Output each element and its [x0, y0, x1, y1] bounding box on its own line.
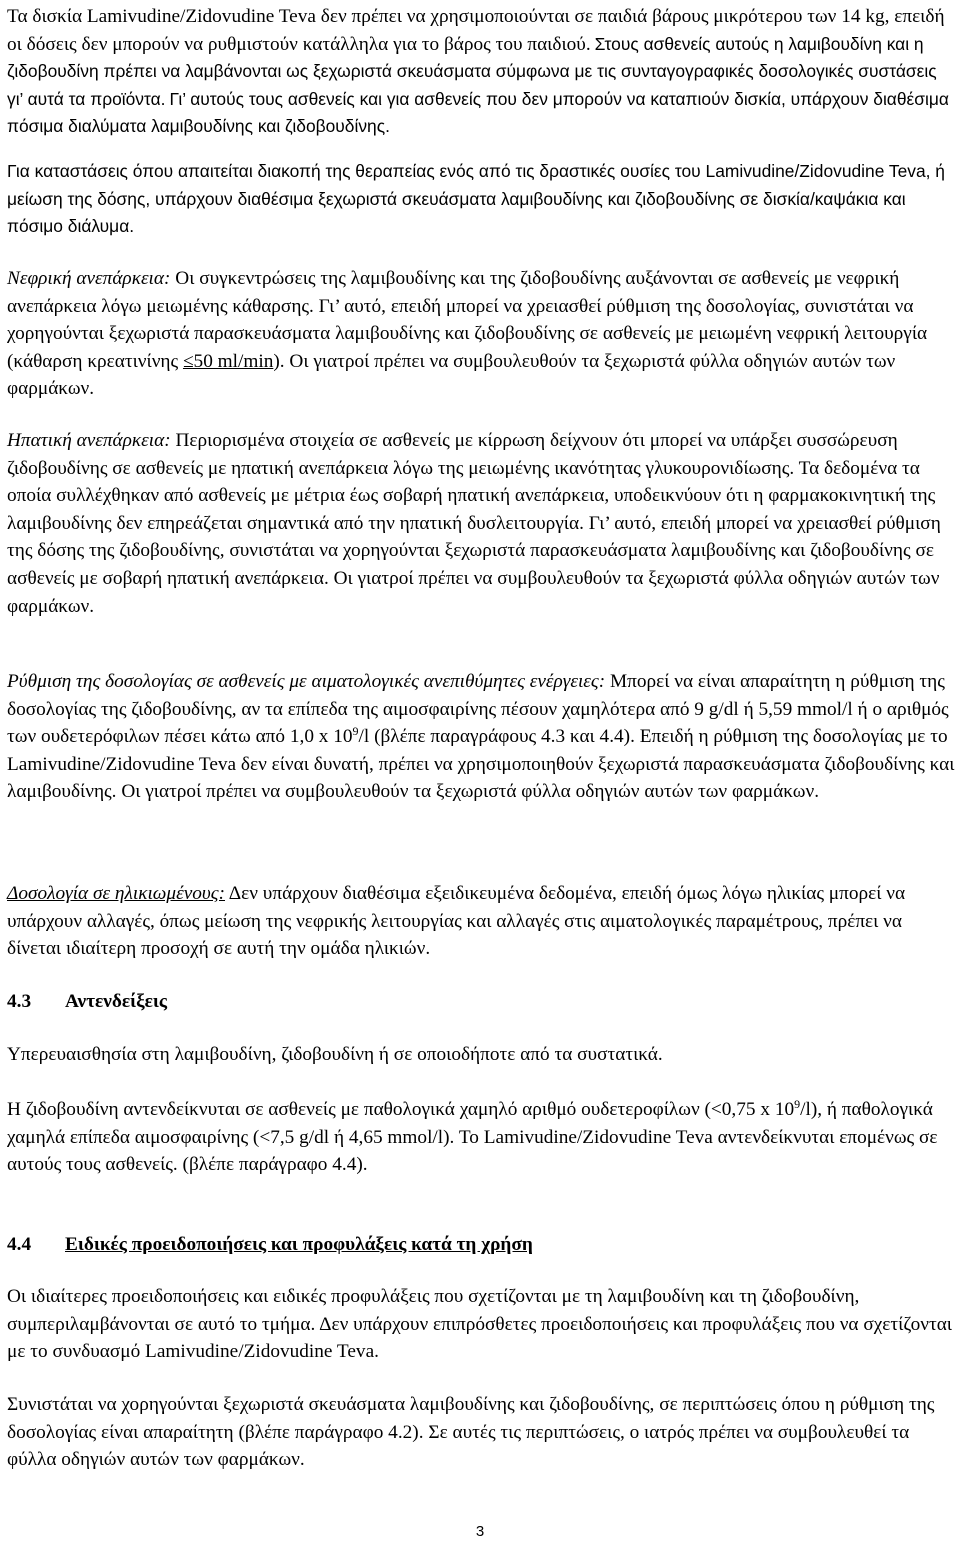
- renal-impairment-text-a: Οι συγκεντρώσεις της λαμιβουδίνης και της ζιδοβουδίνης αυξάνονται σε ασθενείς με νεφρική ανεπάρκεια λόγω μειωμένης κάθαρσης. Γι’ αυτό, επειδή μπορεί να χρειασθεί ρύθμιση της δοσολογίας, συνιστάται να χορηγούνται ξεχωριστά παρασκευάσματα λαμιβουδίνης και ζιδοβουδίνης σε ασθενείς με μειωμένη νεφρική λειτουργία (κάθαρση κρεατινίνης: [7, 268, 928, 372]
- paediatric-separate-products-sentence: Στους ασθενείς αυτούς η λαμιβουδίνη και η ζιδοβουδίνη πρέπει να λαμβάνονται ως ξεχωριστά σκευάσματα σύμφωνα με τις συνταγογραφικές δοσολογικές συστάσεις γι’ αυτά τα προϊόντα.: [7, 33, 937, 109]
- renal-impairment-label: Νεφρική ανεπάρκεια:: [7, 268, 171, 289]
- hepatic-impairment-paragraph: [7, 427, 957, 620]
- elderly-text: Δεν υπάρχουν διαθέσιμα εξειδικευμένα δεδομένα, επειδή όμως λόγω ηλικίας μπορεί να υπάρχουν αλλαγές, όπως μείωση της νεφρικής λειτουργίας και αλλαγές στις αιματολογικές παραμέτρους, πρέπει να δίνεται ιδιαίτερη προσοχή σε αυτή την ομάδα ηλικιών.: [7, 883, 906, 960]
- haematological-label: Ρύθμιση της δοσολογίας σε ασθενείς με αιματολογικές ανεπιθύμητες ενέργειες:: [7, 671, 606, 692]
- renal-impairment-text-b: ). Οι γιατροί πρέπει να συμβουλευθούν τα ξεχωριστά φύλλα οδηγιών αυτών των φαρμάκων.: [7, 350, 896, 400]
- section-4-4-title: Ειδικές προειδοποιήσεις και προφυλάξεις κατά τη χρήση: [65, 1234, 533, 1255]
- neutrophil-text-b: /l), ή παθολογικά χαμηλά επίπεδα αιμοσφαιρίνης (<7,5 g/dl ή 4,65 mmol/l). Το Lamivudine/Zidovudine Teva αντενδείκνυται επομένως σε αυτούς τους ασθενείς. (βλέπε παράγραφο 4.4).: [7, 1099, 938, 1176]
- special-warnings-paragraph: Οι ιδιαίτερες προειδοποιήσεις και ειδικές προφυλάξεις που σχετίζονται με τη λαμιβουδίνη και τη ζιδοβουδίνη, συμπεριλαμβάνονται σε αυτό το τμήμα. Δεν υπάρχουν επιπρόσθετες προειδοποιήσεις και προφυλάξεις που να σχετίζονται με το συνδυασμό Lamivudine/Zidovudine Teva.: [7, 1286, 952, 1363]
- section-4-3-title: Αντενδείξεις: [65, 991, 168, 1012]
- elderly-label: Δοσολογία σε ηλικιωμένους:: [7, 883, 225, 904]
- creatinine-threshold: ≤50 ml/min: [182, 350, 274, 372]
- haematological-exponent: 9: [352, 724, 359, 739]
- haematological-paragraph: [7, 668, 957, 806]
- renal-impairment-paragraph: [7, 265, 957, 403]
- section-4-3-heading: [7, 988, 947, 1016]
- hepatic-impairment-text: Περιορισμένα στοιχεία σε ασθενείς με κίρρωση δείχνουν ότι μπορεί να υπάρξει συσσώρευση ζιδοβουδίνης σε ασθενείς με ηπατική ανεπάρκεια λόγω της μειωμένης ικανότητας γλυκουρονιδίωσης. Τα δεδομένα τα οποία συλλέχθηκαν από ασθενείς με μέτρια έως σοβαρή ηπατική ανεπάρκεια, υποδεικνύουν ότι η φαρμακοκινητική της λαμιβουδίνης δεν επηρεάζεται σημαντικά από την ηπατική δυσλειτουργία. Γι’ αυτό, επειδή μπορεί να χρειασθεί ρύθμιση της δόσης της ζιδοβουδίνης, συνιστάται να χορηγούνται ξεχωριστά παρασκευάσματα λαμιβουδίνης και ζιδοβουδίνης σε ασθενείς με σοβαρή ηπατική ανεπάρκεια. Οι γιατροί πρέπει να συμβουλευθούν τα ξεχωριστά φύλλα οδηγιών αυτών των φαρμάκων.: [7, 430, 941, 617]
- haematological-text-a: Μπορεί να είναι απαραίτητη η ρύθμιση της δοσολογίας της ζιδοβουδίνης, αν τα επίπεδα της αιμοσφαιρίνης πέσουν χαμηλότερα από 9 g/dl ή 5,59 mmol/l ή ο αριθμός των ουδετερόφιλων πέσει κάτω από 1,0 x 10: [7, 671, 949, 748]
- section-4-4-number: 4.4: [7, 1234, 32, 1255]
- section-4-4-heading: [7, 1231, 947, 1259]
- elderly-paragraph: [7, 880, 957, 963]
- neutrophil-exponent: 9: [794, 1097, 801, 1111]
- neutrophil-contraindication-paragraph: [7, 1096, 957, 1179]
- hypersensitivity-paragraph: Υπερευαισθησία στη λαμιβουδίνη, ζιδοβουδίνη ή σε οποιοδήποτε από τα συστατικά.: [7, 1044, 663, 1065]
- hepatic-impairment-label: Ηπατική ανεπάρκεια:: [7, 430, 171, 451]
- paediatric-oral-solution-sentence: Γι’ αυτούς τους ασθενείς και για ασθενείς που δεν μπορούν να καταπιούν δισκία, υπάρχουν διαθέσιμα πόσιμα διαλύματα λαμιβουδίνης και ζιδοβουδίνης.: [7, 88, 949, 137]
- dose-adjustment-paragraph: Συνιστάται να χορηγούνται ξεχωριστά σκευάσματα λαμιβουδίνης και ζιδοβουδίνης, σε περιπτώσεις όπου η ρύθμιση της δοσολογίας είναι απαραίτητη (βλέπε παράγραφο 4.2). Σε αυτές τις περιπτώσεις, ο ιατρός πρέπει να συμβουλευθεί τα φύλλα οδηγιών αυτών των φαρμάκων.: [7, 1394, 935, 1471]
- paediatric-paragraph: [7, 3, 957, 141]
- section-4-3-number: 4.3: [7, 991, 32, 1012]
- page-number: 3: [475, 1523, 485, 1540]
- discontinuation-paragraph: Για καταστάσεις όπου απαιτείται διακοπή της θεραπείας ενός από τις δραστικές ουσίες του Lamivudine/Zidovudine Teva, ή μείωση της δόσης, υπάρχουν διαθέσιμα ξεχωριστά σκευάσματα λαμιβουδίνης και ζιδοβουδίνης σε δισκία/καψάκια και πόσιμο διάλυμα.: [7, 161, 945, 237]
- paediatric-weight-sentence: Τα δισκία Lamivudine/Zidovudine Teva δεν πρέπει να χρησιμοποιούνται σε παιδιά βάρους μικρότερου των 14 kg, επειδή οι δόσεις δεν μπορούν να ρυθμιστούν κατάλληλα για το βάρος του παιδιού.: [7, 6, 945, 55]
- haematological-text-b: /l (βλέπε παραγράφους 4.3 και 4.4). Επειδή η ρύθμιση της δοσολογίας με το Lamivudine/Zidovudine Teva δεν είναι δυνατή, πρέπει να χρησιμοποιηθούν ξεχωριστά παρασκευάσματα ζιδοβουδίνης και λαμιβουδίνης. Οι γιατροί πρέπει να συμβουλευθούν τα ξεχωριστά φύλλα οδηγιών αυτών των φαρμάκων.: [7, 726, 955, 803]
- neutrophil-text-a: Η ζιδοβουδίνη αντενδείκνυται σε ασθενείς με παθολογικά χαμηλό αριθμό ουδετεροφίλων (<0,75 x 10: [7, 1099, 795, 1120]
